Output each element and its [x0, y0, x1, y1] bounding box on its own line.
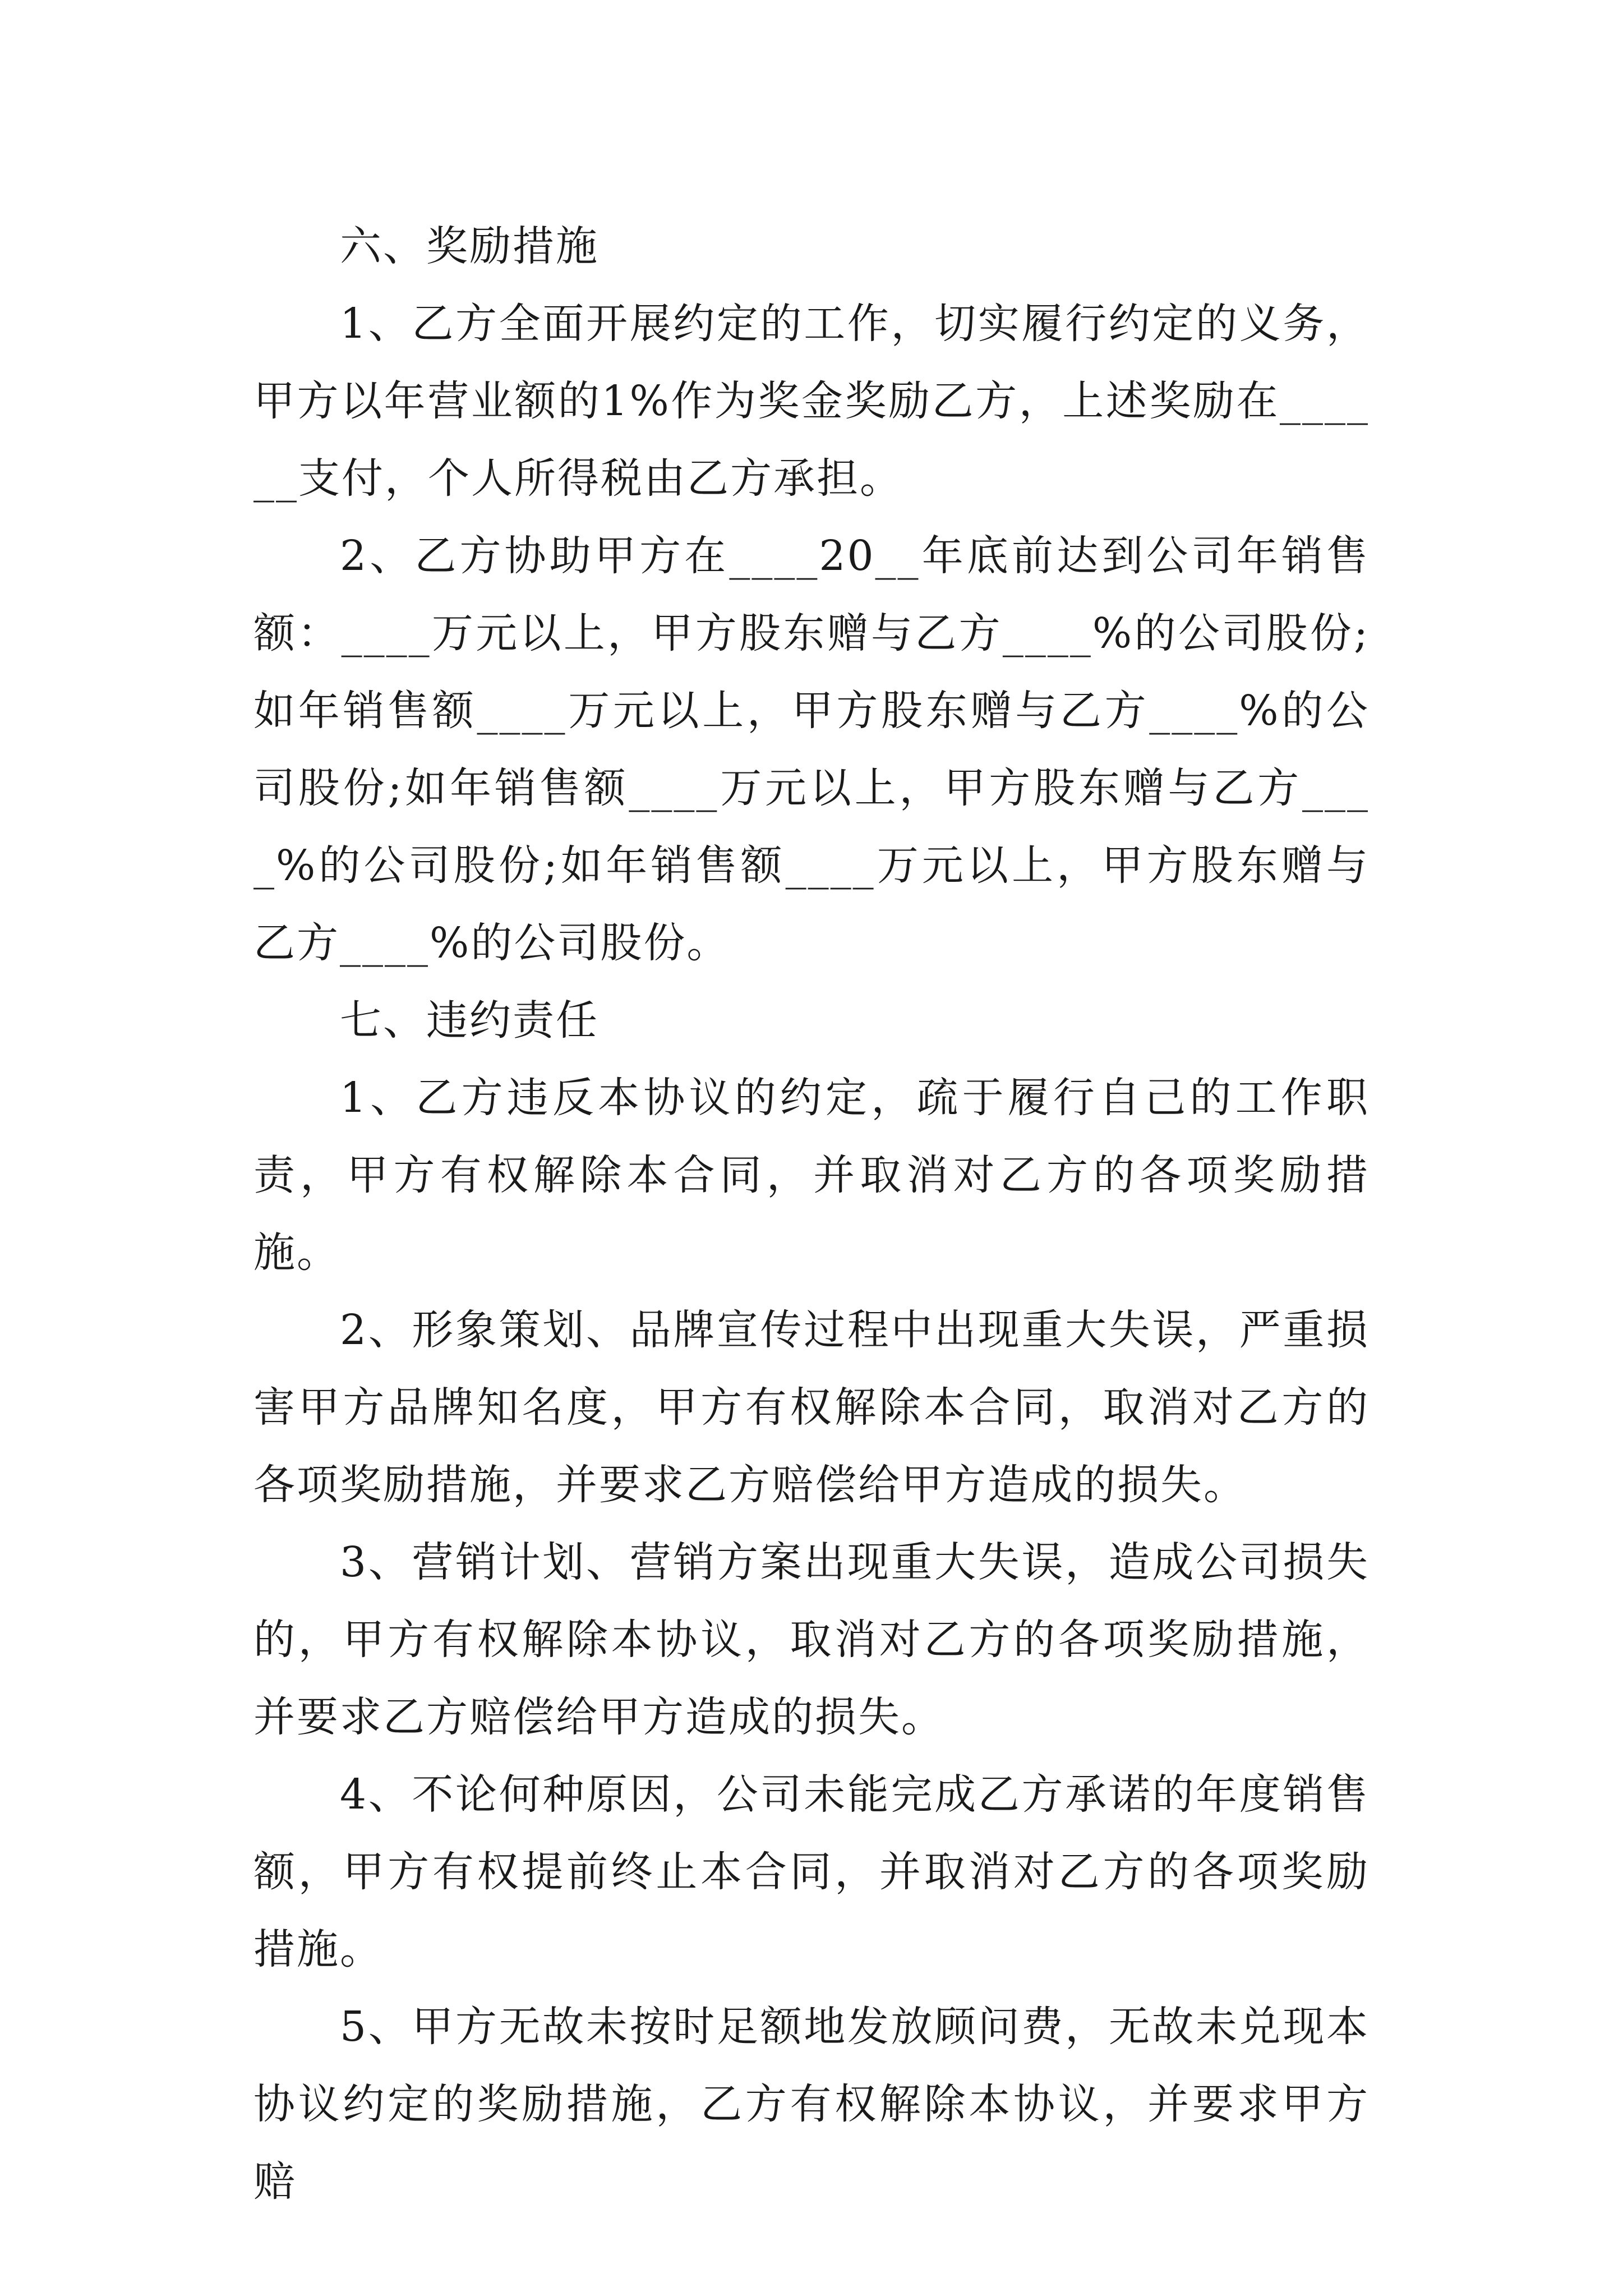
liability-clause-5: 5、甲方无故未按时足额地发放顾问费，无故未兑现本协议约定的奖励措施，乙方有权解除本协议，并要求甲方赔 [253, 2003, 1370, 2206]
liability-clause-3: 3、营销计划、营销方案出现重大失误，造成公司损失的，甲方有权解除本协议，取消对乙方的各项奖励措施，并要求乙方赔偿给甲方造成的损失。 [253, 1538, 1370, 1741]
document-body [253, 208, 1370, 2220]
rewards-clause-1: 1、乙方全面开展约定的工作，切实履行约定的义务，甲方以年营业额的1%作为奖金奖励乙方，上述奖励在______支付，个人所得税由乙方承担。 [253, 300, 1370, 503]
rewards-clause-2: 2、乙方协助甲方在____20__年底前达到公司年销售额：____万元以上，甲方股东赠与乙方____%的公司股份;如年销售额____万元以上，甲方股东赠与乙方____%的公司股份;如年销售额____万元以上，甲方股东赠与乙方____%的公司股份;如年销售额____万元以上，甲方股东赠与乙方____%的公司股份。 [253, 532, 1370, 967]
section-heading-rewards: 六、奖励措施 [340, 222, 599, 270]
liability-clause-1: 1、乙方违反本协议的约定，疏于履行自己的工作职责，甲方有权解除本合同，并取消对乙方的各项奖励措施。 [253, 1074, 1370, 1277]
liability-clause-4: 4、不论何种原因，公司未能完成乙方承诺的年度销售额，甲方有权提前终止本合同，并取消对乙方的各项奖励措施。 [253, 1770, 1370, 1973]
section-heading-liability: 七、违约责任 [340, 996, 599, 1045]
liability-clause-2: 2、形象策划、品牌宣传过程中出现重大失误，严重损害甲方品牌知名度，甲方有权解除本合同，取消对乙方的各项奖励措施，并要求乙方赔偿给甲方造成的损失。 [253, 1306, 1370, 1509]
